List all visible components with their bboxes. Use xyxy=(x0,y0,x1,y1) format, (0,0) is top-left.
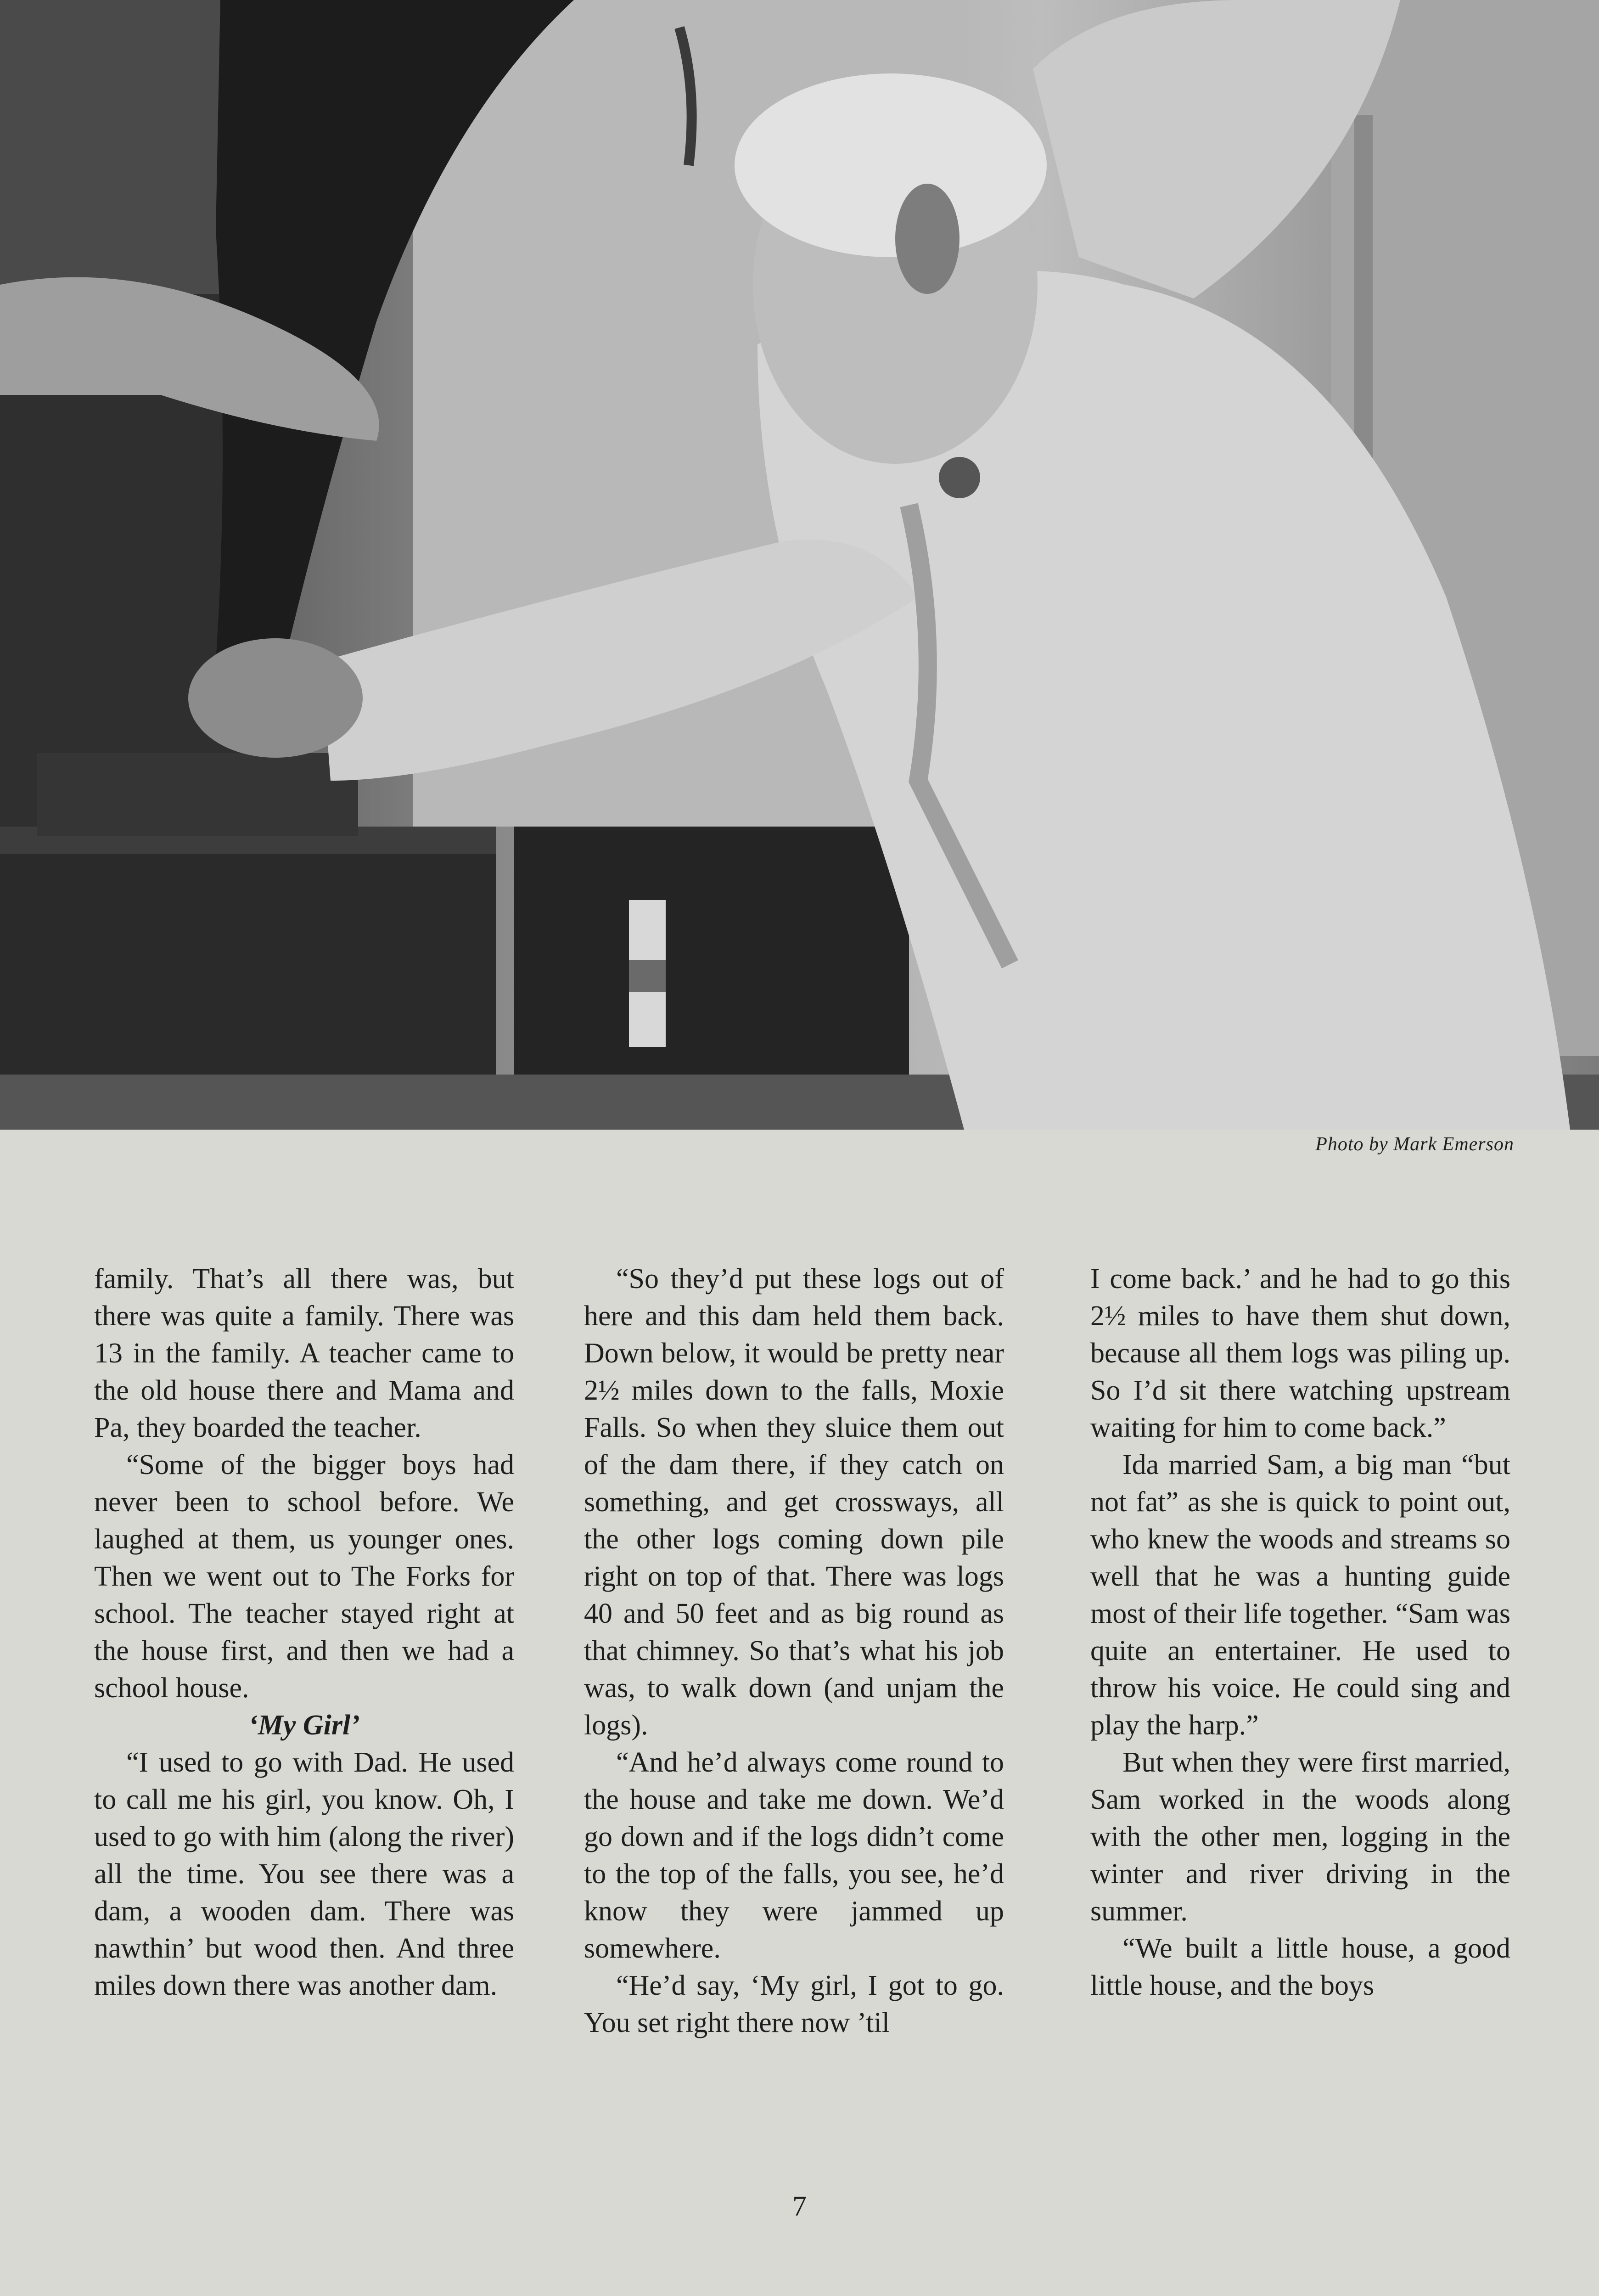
paragraph: I come back.’ and he had to go this 2½ miles to have them shut down, because all them logs was piling up. So I’d sit there watching upstream waiting for him to come back.” xyxy=(1090,1263,1510,1443)
paragraph: “Some of the bigger boys had never been to school before. We laughed at them, us younger ones. Then we went out to The Forks for school. The teacher stayed right at the house first, and then we had a school house. xyxy=(94,1449,514,1704)
paragraph: “I used to go with Dad. He used to call me his girl, you know. Oh, I used to go with him (along the river) all the time. You see there was a dam, a wooden dam. There was nawthin’ but wood then. And three miles down there was another dam. xyxy=(94,1747,514,2001)
paragraph: “So they’d put these logs out of here and this dam held them back. Down below, it would be pretty near 2½ miles down to the falls, Moxie Falls. So when they sluice them out of the dam there, if they catch on something, and get crossways, all the other logs coming down pile right on top of that. There was logs 40 and 50 feet and as big round as that chimney. So that’s what his job was, to walk down (and unjam the logs). xyxy=(584,1263,1004,1741)
paragraph: But when they were first married, Sam worked in the woods along with the other men, logging in the winter and river driving in the summer. xyxy=(1090,1747,1510,1927)
paragraph: “He’d say, ‘My girl, I got to go. You set right there now ’til xyxy=(584,1970,1004,2038)
photo-woman-gramophone xyxy=(0,0,1599,1130)
photo-credit: Photo by Mark Emerson xyxy=(1315,1134,1514,1155)
paragraph: Ida married Sam, a big man “but not fat” as she is quick to point out, who knew the woods and streams so well that he was a hunting guide most of their life together. “Sam was quite an entertainer. He used to throw his voice. He could sing and play the harp.” xyxy=(1090,1449,1510,1741)
text-column-3 xyxy=(1090,1261,1510,2004)
section-subhead: ‘My Girl’ xyxy=(248,1710,360,1741)
photo-illustration xyxy=(0,0,1599,1130)
page-number: 7 xyxy=(792,2191,807,2222)
paragraph: family. That’s all there was, but there was quite a family. There was 13 in the family. A teacher came to the old house there and Mama and Pa, they boarded the teacher. xyxy=(94,1263,514,1443)
text-column-2 xyxy=(584,1261,1004,2042)
paragraph: “We built a little house, a good little house, and the boys xyxy=(1090,1933,1510,2001)
paragraph: “And he’d always come round to the house and take me down. We’d go down and if the logs didn’t come to the top of the falls, you see, he’d know they were jammed up somewhere. xyxy=(584,1747,1004,1964)
text-column-1 xyxy=(94,1261,514,2004)
